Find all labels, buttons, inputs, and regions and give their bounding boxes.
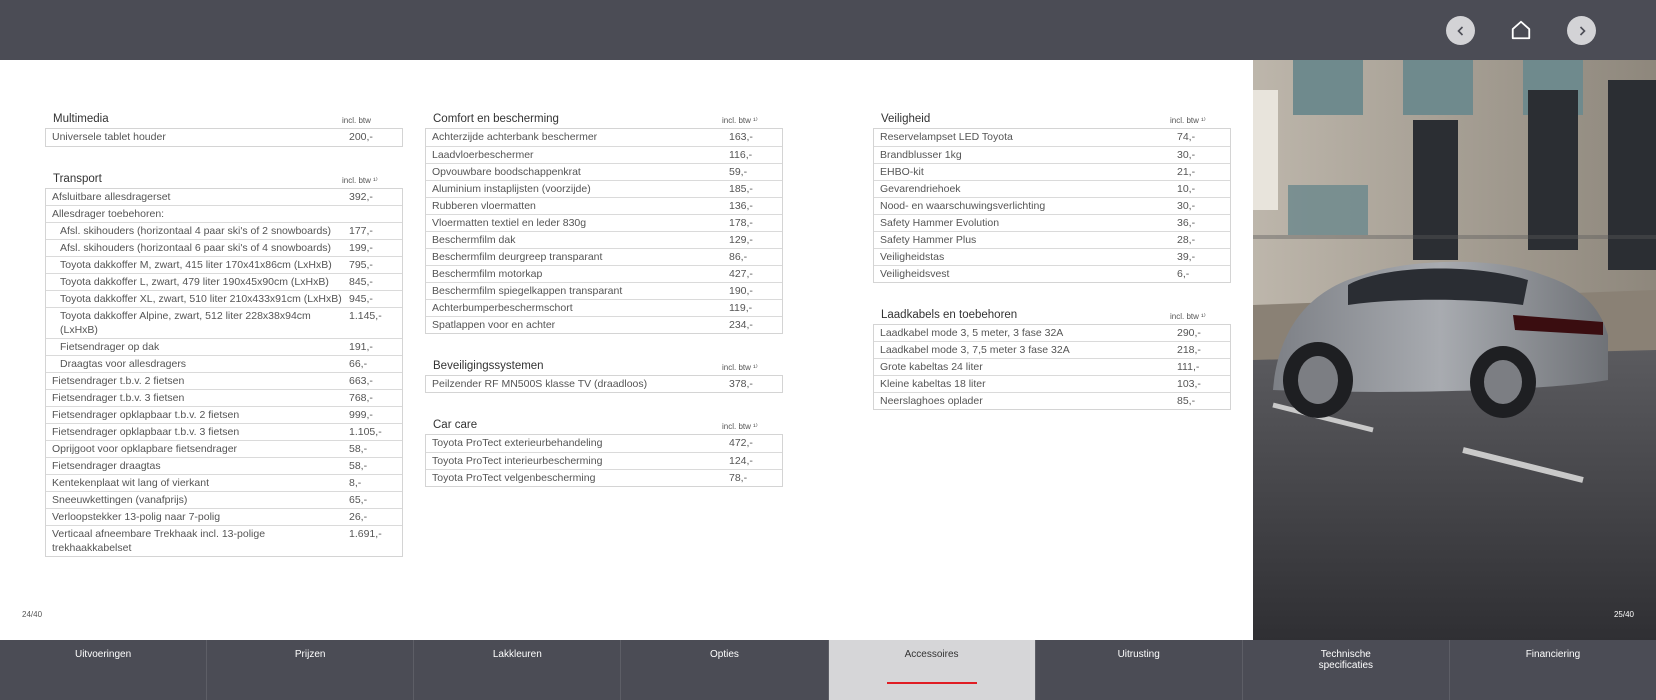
tab-label: Prijzen [294, 649, 326, 660]
item-price: 86,- [729, 250, 748, 263]
item-label: Afsl. skihouders (horizontaal 6 paar ski's of 4 snowboards) [60, 242, 332, 254]
item-price: 30,- [1177, 199, 1196, 212]
item-price: 103,- [1177, 378, 1201, 390]
item-label: Toyota dakkoffer L, zwart, 479 liter 190x45x90cm (LxHxB) [60, 276, 329, 288]
table-row [426, 214, 782, 231]
item-label: Veiligheidstas [880, 250, 945, 263]
item-price: 85,- [1177, 395, 1196, 407]
item-price: 200,- [349, 131, 373, 143]
table-row [46, 338, 402, 355]
tab-accessoires[interactable] [829, 640, 1036, 700]
item-label: Fietsendrager opklapbaar t.b.v. 2 fietsen [52, 409, 240, 421]
home-button[interactable] [1506, 15, 1536, 45]
item-label: Safety Hammer Evolution [880, 216, 1000, 229]
item-price: 30,- [1177, 148, 1196, 161]
item-price: 116,- [729, 148, 753, 161]
price-column-header: incl. btw ¹⁾ [722, 422, 758, 431]
page-number-left: 24/40 [22, 610, 43, 619]
item-price: 58,- [349, 443, 368, 455]
tab-label: Financiering [1525, 649, 1581, 660]
item-label: Rubberen vloermatten [432, 199, 536, 212]
item-price: 234,- [729, 318, 753, 331]
item-label: Opvouwbare boodschappenkrat [432, 165, 581, 178]
item-price: 8,- [349, 477, 362, 489]
table-row [874, 325, 1230, 342]
item-label: Afsl. skihouders (horizontaal 4 paar ski's of 2 snowboards) [60, 225, 332, 237]
item-price: 178,- [729, 216, 753, 229]
table-row [46, 307, 402, 338]
section-title: Comfort en bescherming [433, 113, 559, 125]
table-row [46, 440, 402, 457]
table-row [46, 189, 402, 206]
toyota-bz4x-image [1253, 60, 1656, 640]
item-price: 472,- [729, 437, 753, 449]
item-price: 177,- [349, 225, 373, 237]
tab-label: Opties [709, 649, 739, 660]
item-price: 111,- [1177, 361, 1200, 373]
table-row [426, 197, 782, 214]
table-row [874, 265, 1230, 282]
tab-label: Uitrusting [1117, 649, 1160, 660]
chevron-left-icon [1455, 25, 1467, 37]
table-row [46, 508, 402, 525]
item-price: 39,- [1177, 250, 1196, 263]
table-row [426, 282, 782, 299]
item-label: Spatlappen voor en achter [432, 318, 556, 331]
section-header [425, 411, 783, 431]
item-label: Fietsendrager t.b.v. 2 fietsen [52, 375, 185, 387]
item-price: 185,- [729, 182, 753, 195]
item-label: Beschermfilm deurgreep transparant [432, 250, 603, 263]
item-price: 26,- [349, 511, 368, 523]
tab-label: Uitvoeringen [74, 649, 132, 660]
item-label: Oprijgoot voor opklapbare fietsendrager [52, 443, 238, 455]
section-title: Veiligheid [881, 113, 931, 125]
item-label: Aluminium instaplijsten (voorzijde) [432, 182, 591, 195]
section-title: Laadkabels en toebehoren [881, 308, 1018, 321]
item-label: Neerslaghoes oplader [880, 395, 983, 407]
section-comfort-en-bescherming [425, 105, 783, 334]
section-beveiligingssystemen [425, 352, 783, 394]
section-car-care [425, 411, 783, 487]
section-header [425, 105, 783, 125]
table-row [46, 222, 402, 239]
item-price: 136,- [729, 199, 753, 212]
table-row [874, 248, 1230, 265]
item-price: 190,- [729, 284, 753, 297]
section-title: Transport [53, 172, 102, 185]
column-2 [425, 105, 783, 505]
table-row [426, 469, 782, 486]
table-row [46, 423, 402, 440]
table-row [46, 389, 402, 406]
item-label: Fietsendrager draagtas [52, 460, 161, 472]
item-label: Beschermfilm spiegelkappen transparant [432, 284, 623, 297]
item-price: 6,- [1177, 267, 1190, 280]
item-label: Kleine kabeltas 18 liter [880, 378, 986, 390]
item-price: 28,- [1177, 233, 1196, 246]
item-price: 129,- [729, 233, 753, 246]
table-row [874, 129, 1230, 146]
item-label: Verticaal afneembare Trekhaak incl. 13-polige trekhaakkabelset [52, 528, 266, 554]
item-label: Achterzijde achterbank beschermer [432, 131, 598, 143]
table-row [874, 341, 1230, 358]
price-column-header: incl. btw ¹⁾ [1170, 116, 1206, 125]
table-row [426, 299, 782, 316]
table-row [426, 248, 782, 265]
item-label: Universele tablet houder [52, 131, 166, 143]
tab-uitrusting[interactable] [1036, 640, 1243, 700]
item-label: Grote kabeltas 24 liter [880, 361, 983, 373]
item-label: Kentekenplaat wit lang of vierkant [52, 477, 210, 489]
item-label: EHBO-kit [880, 165, 924, 178]
chevron-right-icon [1576, 25, 1588, 37]
tab-label: Accessoires [904, 649, 959, 660]
column-1 [45, 105, 403, 575]
item-label: Toyota ProTect velgenbescherming [432, 471, 596, 484]
item-price: 378,- [729, 377, 753, 390]
section-title: Car care [433, 419, 478, 431]
item-label: Sneeuwkettingen (vanafprijs) [52, 494, 188, 506]
item-label: Verloopstekker 13-polig naar 7-polig [52, 511, 221, 523]
item-price: 66,- [349, 358, 368, 370]
item-price: 36,- [1177, 216, 1196, 229]
home-icon [1510, 19, 1532, 41]
previous-page-button[interactable] [1446, 16, 1475, 45]
item-label: Peilzender RF MN500S klasse TV (draadloos) [432, 377, 648, 390]
active-tab-indicator [887, 682, 977, 684]
table-row [874, 197, 1230, 214]
tab-label: Lakkleuren [492, 649, 542, 660]
price-table [873, 324, 1231, 411]
item-label: Gevarendriehoek [880, 182, 961, 195]
table-row [426, 163, 782, 180]
top-bar [0, 0, 1656, 60]
item-label: Toyota dakkoffer Alpine, zwart, 512 liter 228x38x94cm (LxHxB) [60, 310, 311, 336]
item-label: Nood- en waarschuwingsverlichting [880, 199, 1046, 212]
car-photo [1253, 60, 1656, 640]
item-price: 768,- [349, 392, 373, 404]
item-price: 21,- [1177, 165, 1196, 178]
item-label: Fietsendrager op dak [60, 341, 160, 353]
item-label: Safety Hammer Plus [880, 233, 977, 246]
item-price: 78,- [729, 471, 748, 484]
section-title: Beveiligingssystemen [433, 359, 544, 372]
item-label: Draagtas voor allesdragers [60, 358, 187, 370]
item-label: Fietsendrager t.b.v. 3 fietsen [52, 392, 185, 404]
item-price: 163,- [729, 131, 753, 143]
tab-prijzen[interactable] [207, 640, 414, 700]
item-price: 59,- [729, 165, 748, 178]
item-price [349, 206, 402, 222]
item-label: Vloermatten textiel en leder 830g [432, 216, 587, 229]
price-column-header: incl. btw ¹⁾ [722, 116, 758, 125]
item-price: 1.145,- [349, 310, 382, 322]
table-row [426, 265, 782, 282]
table-row [426, 452, 782, 469]
table-row [426, 231, 782, 248]
section-header [873, 301, 1231, 321]
table-row [426, 376, 782, 393]
item-price: 199,- [349, 242, 373, 254]
item-label: Beschermfilm motorkap [432, 267, 543, 280]
table-row [426, 146, 782, 163]
table-row [46, 457, 402, 474]
item-price: 124,- [729, 454, 753, 467]
item-price: 290,- [1177, 326, 1201, 339]
item-price: 119,- [729, 301, 753, 314]
section-transport [45, 165, 403, 558]
tab-opties[interactable] [621, 640, 828, 700]
table-row [46, 239, 402, 256]
item-price: 65,- [349, 494, 368, 506]
item-price: 392,- [349, 190, 373, 203]
page-number-right: 25/40 [1613, 610, 1634, 619]
section-header [45, 105, 403, 125]
item-label: Toyota ProTect exterieurbehandeling [432, 437, 603, 449]
item-price: 191,- [349, 341, 373, 353]
item-price: 663,- [349, 375, 373, 387]
tab-uitvoeringen[interactable] [0, 640, 207, 700]
price-list-page [0, 60, 1253, 640]
item-price: 999,- [349, 409, 373, 421]
section-title: Multimedia [53, 113, 109, 125]
item-price: 74,- [1177, 131, 1196, 143]
section-laadkabels-en-toebehoren [873, 301, 1231, 411]
item-label: Beschermfilm dak [432, 233, 516, 246]
item-label: Allesdrager toebehoren: [52, 208, 165, 220]
price-table [425, 434, 783, 487]
price-column-header: incl. btw ¹⁾ [1170, 311, 1206, 321]
item-label: Fietsendrager opklapbaar t.b.v. 3 fietsen [52, 426, 240, 438]
item-label: Toyota dakkoffer XL, zwart, 510 liter 210x433x91cm (LxHxB) [60, 293, 342, 305]
table-row [46, 273, 402, 290]
tab-technische-specificaties[interactable] [1243, 640, 1450, 700]
table-row [46, 474, 402, 491]
item-label: Reservelampset LED Toyota [880, 131, 1013, 143]
item-label: Laadkabel mode 3, 7,5 meter 3 fase 32A [880, 344, 1070, 356]
table-row [874, 146, 1230, 163]
item-price: 945,- [349, 293, 373, 305]
section-header [45, 165, 403, 185]
item-label: Laadvloerbeschermer [432, 148, 534, 161]
price-column-header: incl. btw ¹⁾ [722, 362, 758, 372]
item-label: Laadkabel mode 3, 5 meter, 3 fase 32A [880, 326, 1064, 339]
price-table [425, 375, 783, 394]
item-price: 10,- [1177, 182, 1196, 195]
bottom-navigation [0, 640, 1656, 700]
item-label: Afsluitbare allesdragerset [52, 190, 171, 203]
item-price: 845,- [349, 276, 373, 288]
item-label: Achterbumperbeschermschort [432, 301, 573, 314]
table-row [874, 180, 1230, 197]
price-column-header: incl. btw [342, 116, 371, 125]
table-row [46, 290, 402, 307]
table-row [874, 392, 1230, 409]
table-row [426, 435, 782, 452]
price-table [45, 128, 403, 147]
section-multimedia [45, 105, 403, 147]
item-price: 218,- [1177, 344, 1201, 356]
table-row [874, 375, 1230, 392]
table-row [874, 163, 1230, 180]
section-veiligheid [873, 105, 1231, 283]
table-row [426, 180, 782, 197]
price-table [873, 128, 1231, 283]
table-row [46, 355, 402, 372]
section-header [425, 352, 783, 372]
item-price: 1.691,- [349, 528, 382, 540]
item-label: Veiligheidsvest [880, 267, 950, 280]
item-price: 427,- [729, 267, 753, 280]
table-row [426, 316, 782, 333]
table-row [46, 372, 402, 389]
item-price: 795,- [349, 259, 373, 271]
item-label: Toyota ProTect interieurbescherming [432, 454, 603, 467]
section-header [873, 105, 1231, 125]
item-price: 1.105,- [349, 426, 382, 438]
item-label: Brandblusser 1kg [880, 148, 962, 161]
price-column-header: incl. btw ¹⁾ [342, 175, 378, 185]
item-label: Toyota dakkoffer M, zwart, 415 liter 170x41x86cm (LxHxB) [60, 259, 332, 271]
tab-financiering[interactable] [1450, 640, 1656, 700]
tab-lakkleuren[interactable] [414, 640, 621, 700]
price-table [45, 188, 403, 558]
table-row [46, 406, 402, 423]
table-row [874, 231, 1230, 248]
table-row [874, 214, 1230, 231]
price-table [425, 128, 783, 334]
table-row [46, 525, 402, 556]
table-row [46, 256, 402, 273]
table-row [46, 129, 402, 146]
next-page-button[interactable] [1567, 16, 1596, 45]
item-price: 58,- [349, 460, 368, 472]
table-row [46, 205, 402, 222]
table-row [46, 491, 402, 508]
tab-label: Technische specificaties [1318, 649, 1374, 671]
table-row [874, 358, 1230, 375]
table-row [426, 129, 782, 146]
column-3 [873, 105, 1231, 428]
